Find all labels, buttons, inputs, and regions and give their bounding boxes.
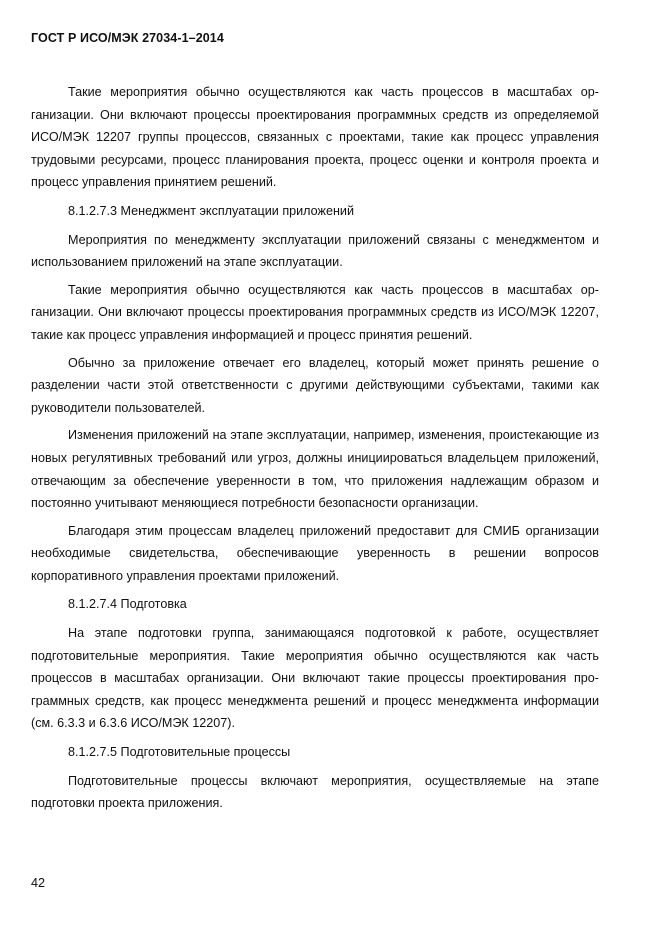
section-heading: 8.1.2.7.4 Подготовка (68, 597, 187, 612)
section-heading: 8.1.2.7.3 Менеджмент эксплуатации приложений (68, 203, 354, 218)
paragraph: На этапе подготовки группа, занимающаяся подготовкой к работе, осуществляет подготовительные мероприятия. Такие мероприятия обычно осуществляются как часть процессов в масштабах организации. Они включают такие процессы проектирования программных средств, как процесс менеджмента решений и процесс менеджмента информации (см. 6.3.3 и 6.3.6 ИСО/МЭК 12207). (31, 626, 599, 731)
paragraph: Такие мероприятия обычно осуществляются как часть процессов в масштабах организации. Они включают процессы проектирования программных средств из определяемой ИСО/МЭК 12207 группы процессов, связанных с проектами, такие как процесс управления трудовыми ресурсами, процесс планирования проекта, процесс оценки и контроля проекта и процесс управления принятием решений. (31, 85, 599, 190)
paragraph: Изменения приложений на этапе эксплуатации, например, изменения, проистекающие из новых регулятивных требований или угроз, должны инициироваться владельцем приложений, отвечающим за обеспечение уверенности в том, что приложения надлежащим образом и постоянно учитывают меняющиеся потребности безопасности организации. (31, 428, 599, 511)
paragraph: Подготовительные процессы включают мероприятия, осуществляемые на этапе подготовки проекта приложения. (31, 773, 599, 811)
section-heading: 8.1.2.7.5 Подготовительные процессы (68, 745, 291, 760)
document-header: ГОСТ Р ИСО/МЭК 27034-1–2014 (31, 31, 224, 45)
document-body (31, 81, 599, 820)
paragraph: Такие мероприятия обычно осуществляются как часть процессов в масштабах организации. Они включают процессы проектирования программных средств из ИСО/МЭК 12207, такие как процесс управления информацией и процесс принятия решений. (31, 282, 599, 342)
page-number: 42 (31, 876, 46, 890)
paragraph: Мероприятия по менеджменту эксплуатации приложений связаны с менеджментом и использованием приложений на этапе эксплуатации. (31, 232, 599, 270)
paragraph: Обычно за приложение отвечает его владелец, который может принять решение о разделении части этой ответственности с другими действующими субъектами, такими как руководители пользователей. (31, 355, 599, 415)
paragraph: Благодаря этим процессам владелец приложений предоставит для СМИБ организации необходимые свидетельства, обеспечивающие уверенность в решении вопросов корпоративного управления проектами приложений. (31, 523, 599, 583)
